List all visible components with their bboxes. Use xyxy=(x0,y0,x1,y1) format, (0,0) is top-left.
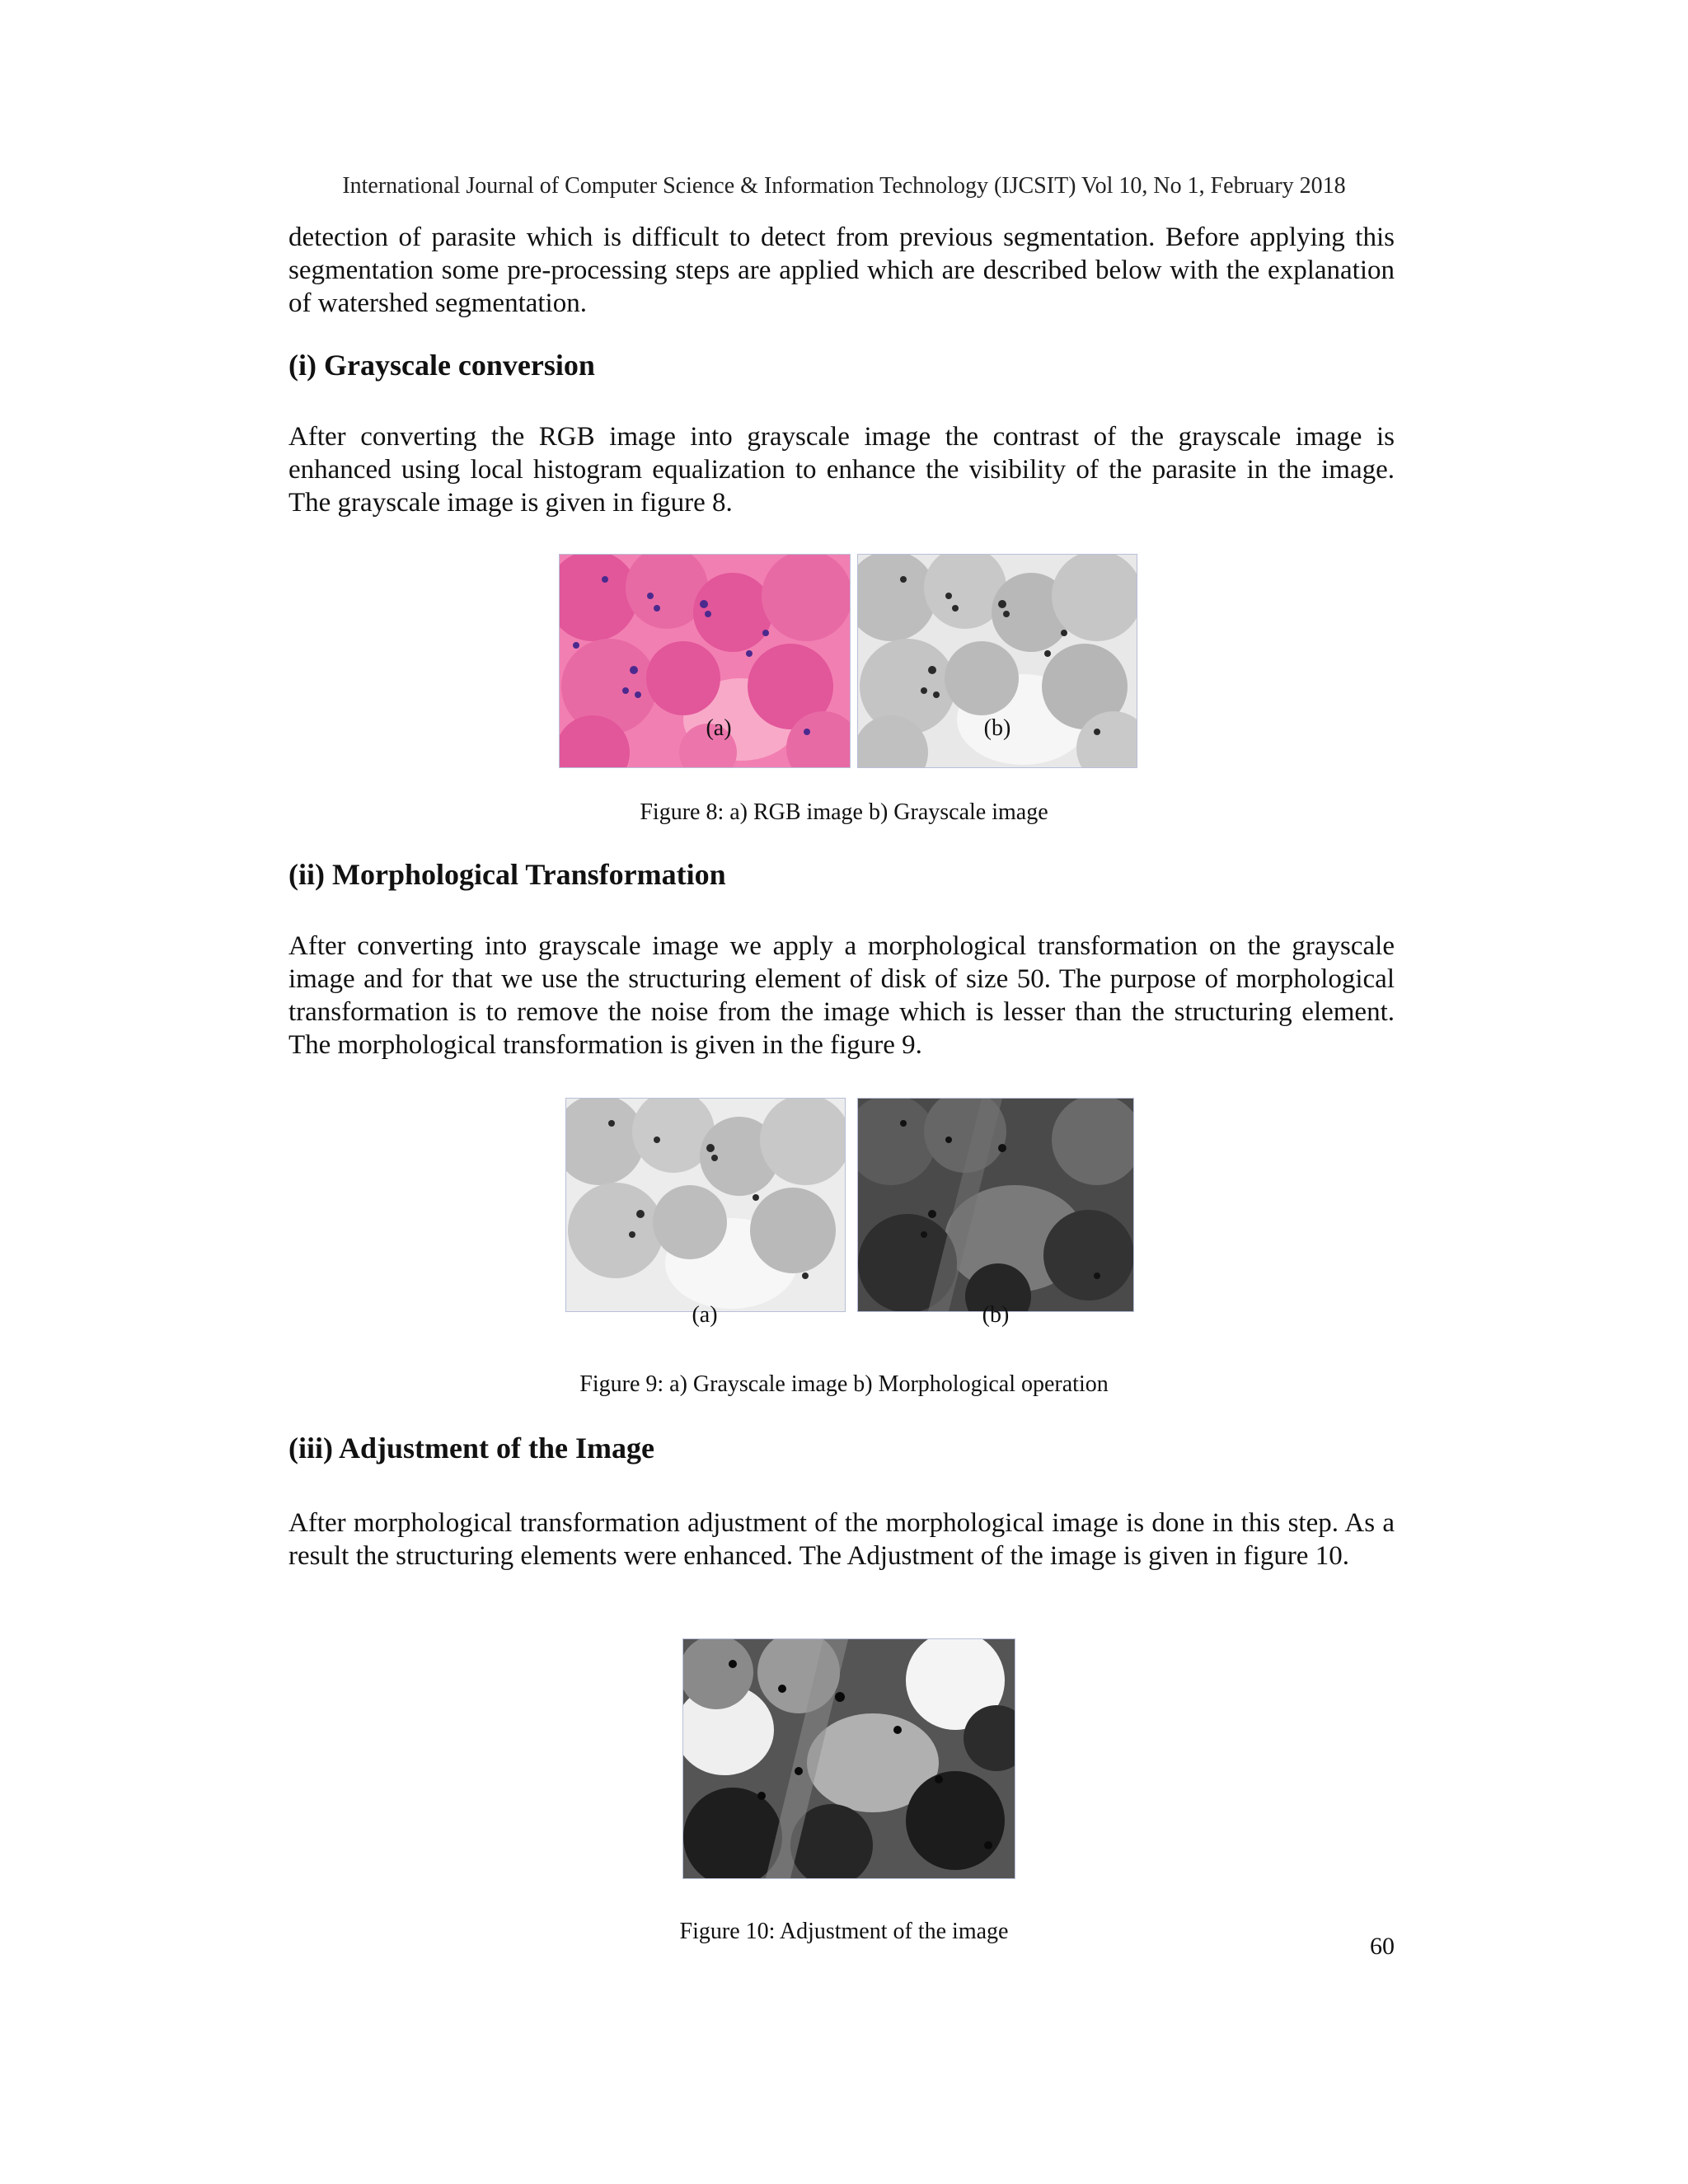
figure-9b-label: (b) xyxy=(982,1302,1010,1328)
figure-9-caption: Figure 9: a) Grayscale image b) Morphological operation xyxy=(579,1371,1109,1397)
section-paragraph-adjustment: After morphological transformation adjustment of the morphological image is done in this step. As a result the structuring elements were enhanced. The Adjustment of the image is given in figure 10. xyxy=(288,1508,1395,1571)
page-number: 60 xyxy=(1370,1933,1395,1960)
section-heading-morphological: (ii) Morphological Transformation xyxy=(288,858,726,891)
figure-9a-label: (a) xyxy=(692,1302,718,1328)
section-paragraph-morphological: After converting into grayscale image we apply a morphological transformation on the grayscale image and for that we use the structuring element of disk of size 50. The purpose of morphological transformation is to remove the noise from the image which is lesser than the structuring element. The morphological transformation is given in the figure 9. xyxy=(288,931,1395,1060)
figure-10-caption: Figure 10: Adjustment of the image xyxy=(679,1919,1009,1944)
figure-8b-label: (b) xyxy=(983,715,1011,741)
running-header: International Journal of Computer Science & Information Technology (IJCSIT) Vol 10, No 1, February 2018 xyxy=(342,173,1346,199)
figure-8-caption: Figure 8: a) RGB image b) Grayscale image xyxy=(640,799,1048,825)
figure-9a-grayscale-image xyxy=(565,1098,846,1312)
figure-9b-morphological-image xyxy=(857,1098,1134,1312)
figure-8a-label: (a) xyxy=(706,715,732,741)
section-paragraph-grayscale: After converting the RGB image into grayscale image the contrast of the grayscale image is enhanced using local histogram equalization to enhance the visibility of the parasite in the image. The grayscale image is given in figure 8. xyxy=(288,422,1395,518)
figure-10-adjusted-image xyxy=(682,1638,1015,1879)
section-heading-adjustment: (iii) Adjustment of the Image xyxy=(288,1432,654,1465)
intro-paragraph: detection of parasite which is difficult to detect from previous segmentation. Before applying this segmentation some pre-processing steps are applied which are described below with the explanation of watershed segmentation. xyxy=(288,223,1395,318)
section-heading-grayscale: (i) Grayscale conversion xyxy=(288,349,595,382)
